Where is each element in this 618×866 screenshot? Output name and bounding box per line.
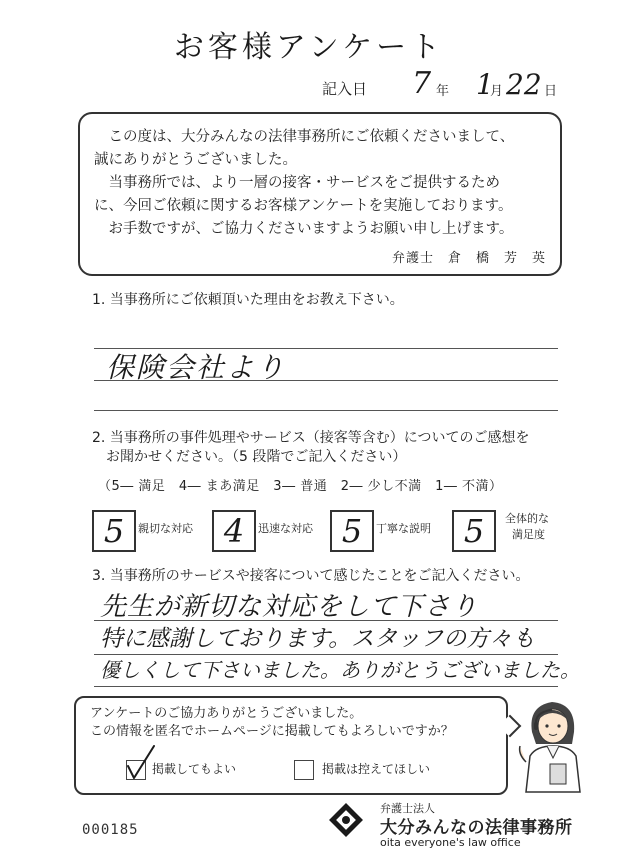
logo-small-text: 弁護士法人 [380, 802, 435, 815]
year-unit: 年 [436, 84, 450, 99]
intro-text [94, 126, 554, 241]
staff-illustration-icon [512, 692, 596, 796]
rating-box-speed[interactable]: 4 [212, 510, 256, 552]
consent-line-2: この情報を匿名でホームページに掲載してもよろしいですか？ [90, 724, 454, 739]
month-unit: 月 [490, 84, 504, 99]
date-label: 記入日 [322, 80, 368, 98]
consent-yes-label[interactable]: 掲載してもよい [152, 762, 237, 776]
page-title: お客様アンケート [173, 30, 445, 65]
q3-question: 3. 当事務所のサービスや接客について感じたことをご記入ください。 [92, 568, 530, 584]
q2-question-line1: 2. 当事務所の事件処理やサービス（接客等含む）についてのご感想を [92, 430, 530, 446]
rating-label-explanation: 丁寧な説明 [376, 522, 431, 535]
logo-english: oita everyone's law office [380, 836, 521, 849]
rating-label-overall-1: 全体的な [505, 512, 549, 525]
intro-line: 当事務所では、より一層の接客・サービスをご提供するため [94, 175, 500, 191]
day-value: 22 [506, 68, 542, 101]
q3-answer-line[interactable]: 優しくして下さいました。ありがとうございました。 [100, 658, 580, 682]
consent-no-label[interactable]: 掲載は控えてほしい [322, 762, 431, 776]
q3-rule-2 [94, 654, 558, 655]
consent-bubble [74, 696, 508, 795]
rating-label-kind: 親切な対応 [138, 522, 193, 535]
intro-line: お手数ですが、ご協力くださいますようお願い申し上げます。 [94, 221, 514, 237]
intro-line: に、今回ご依頼に関するお客様アンケートを実施しております。 [94, 198, 513, 214]
q3-rule-1 [94, 620, 558, 621]
intro-line: 誠にありがとうございました。 [94, 152, 297, 168]
q3-answer-line[interactable]: 先生が新切な対応をして下さり [100, 592, 479, 622]
day-unit: 日 [544, 84, 558, 99]
rating-label-overall-2: 満足度 [512, 528, 545, 541]
intro-box [78, 112, 562, 276]
q3-answer-line[interactable]: 特に感謝しております。スタッフの方々も [100, 626, 536, 652]
q3-rule-3 [94, 686, 558, 687]
q1-rule-3 [94, 410, 558, 411]
intro-line: この度は、大分みんなの法律事務所にご依頼くださいまして、 [94, 129, 515, 145]
q1-question: 1. 当事務所にご依頼頂いた理由をお教え下さい。 [92, 292, 404, 308]
year-value: 7 [412, 66, 432, 101]
q1-answer[interactable]: 保険会社より [106, 351, 287, 384]
firm-logo-icon [326, 800, 366, 840]
consent-no-checkbox[interactable] [294, 760, 314, 780]
rating-box-overall[interactable]: 5 [452, 510, 496, 552]
signer: 弁護士 倉 橋 芳 英 [391, 251, 546, 266]
logo-name: 大分みんなの法律事務所 [380, 818, 573, 838]
month-value: 1 [476, 68, 494, 101]
q2-question-line2: お聞かせください。（5 段階でご記入ください） [106, 449, 407, 465]
q1-rule-1 [94, 348, 558, 349]
rating-box-kind[interactable]: 5 [92, 510, 136, 552]
serial-number: 000185 [82, 822, 139, 838]
date-row [300, 66, 590, 104]
rating-box-explanation[interactable]: 5 [330, 510, 374, 552]
consent-line-1: アンケートのご協力ありがとうございました。 [90, 706, 363, 721]
rating-label-speed: 迅速な対応 [258, 522, 313, 535]
q2-scale: （5― 満足 4― まあ満足 3― 普通 2― 少し不満 1― 不満） [98, 479, 503, 494]
q1-rule-2 [94, 380, 558, 381]
